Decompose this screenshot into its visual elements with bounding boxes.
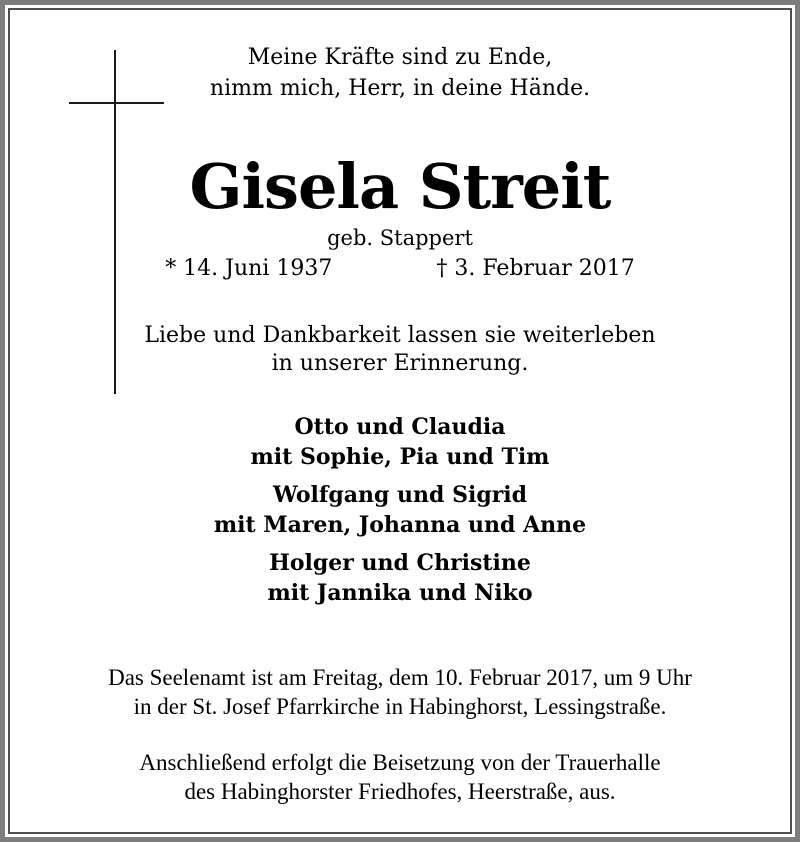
tribute-line-2: in unserer Erinnerung. [271,351,529,376]
mourner-couple: Holger und Christine [269,550,531,576]
maiden-name: geb. Stappert [327,226,473,250]
burial-line-1: Anschließend erfolgt die Beisetzung von der Trauerhalle [139,750,661,775]
tribute-line-1: Liebe und Dankbarkeit lassen sie weiterleben [144,323,656,348]
funeral-service-notice [5,663,795,721]
birth-date: * 14. Juni 1937 [165,256,333,281]
life-dates [5,255,795,283]
mourners-list [5,412,795,616]
opening-verse [5,42,795,104]
mourner-children: mit Jannika und Niko [267,580,533,606]
verse-line-1: Meine Kräfte sind zu Ende, [247,45,553,70]
verse-line-2: nimm mich, Herr, in deine Hände. [209,76,591,101]
tribute-text [5,322,795,378]
burial-line-2: des Habinghorster Friedhofes, Heerstraße, aus. [184,779,616,804]
mourner-family-2 [5,480,795,540]
service-line-2: in der St. Josef Pfarrkirche in Habinghorst, Lessingstraße. [133,694,667,719]
mourner-family-3 [5,548,795,608]
obituary-card [5,5,795,837]
deceased-name: Gisela Streit [189,150,611,223]
mourner-couple: Otto und Claudia [294,414,506,440]
death-date: † 3. Februar 2017 [436,256,635,281]
mourner-children: mit Maren, Johanna und Anne [213,512,587,538]
mourner-couple: Wolfgang und Sigrid [272,482,528,508]
mourner-children: mit Sophie, Pia und Tim [250,444,550,470]
service-line-1: Das Seelenamt ist am Freitag, dem 10. Februar 2017, um 9 Uhr [108,665,692,690]
mourner-family-1 [5,412,795,472]
burial-notice [5,748,795,806]
